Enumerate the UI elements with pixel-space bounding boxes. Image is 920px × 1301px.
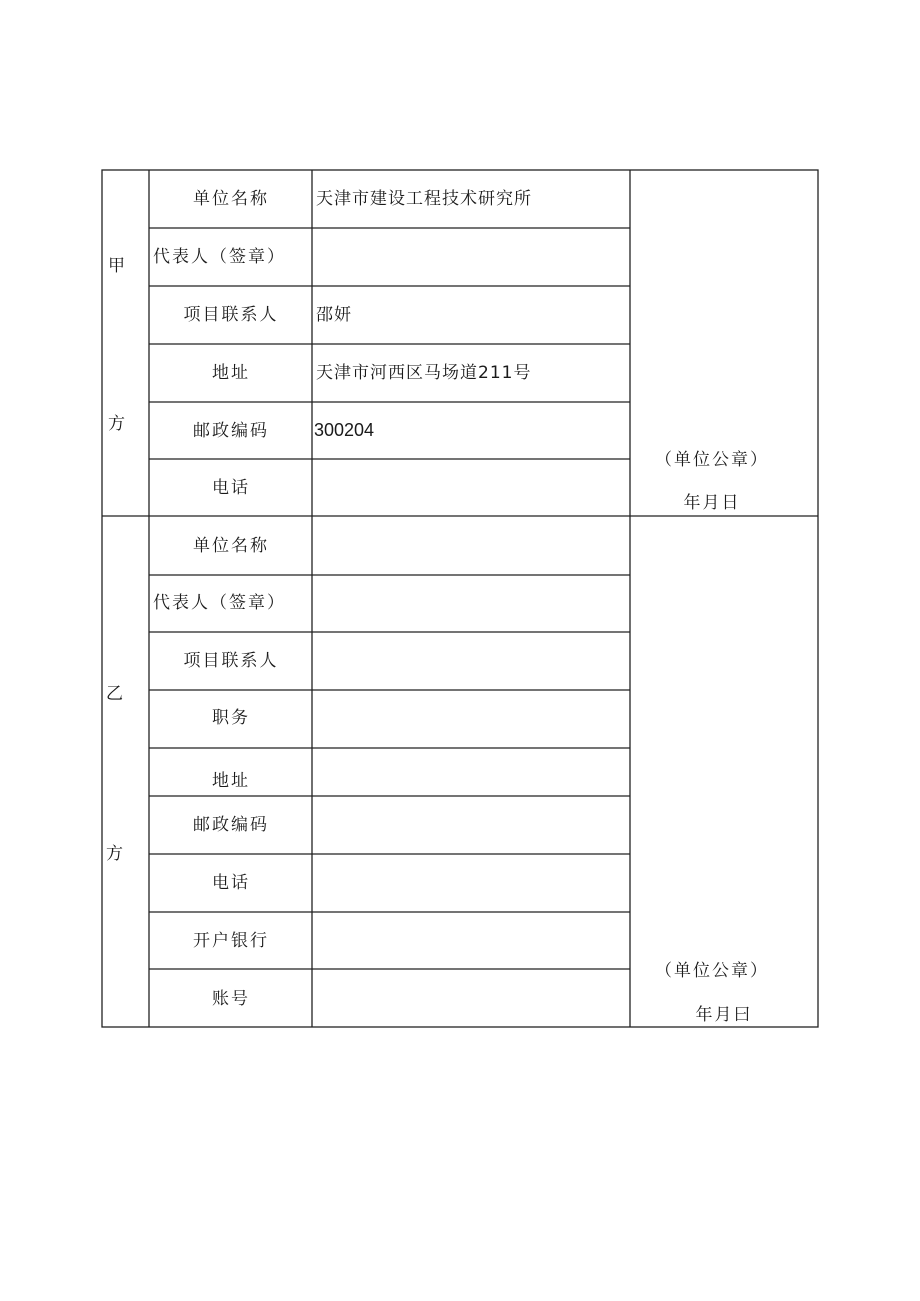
party-b-seal-label: （单位公章） (655, 961, 769, 981)
party-a-label-address: 地址 (212, 363, 250, 383)
party-b-label-bank: 开户银行 (193, 931, 269, 951)
party-a-postcode-value: 300204 (314, 420, 375, 440)
party-a-address-value: 天津市河西区马场道211号 (316, 363, 532, 383)
party-a-unit-name-value: 天津市建设工程技术研究所 (316, 189, 532, 209)
party-a-label-unit-name: 单位名称 (193, 189, 269, 209)
party-b-label-contact: 项目联系人 (183, 651, 279, 671)
party-b-side-char-1: 乙 (106, 684, 125, 704)
party-a-label-postcode: 邮政编码 (193, 421, 269, 441)
party-b-side-char-2: 方 (106, 844, 125, 864)
party-a-contact-value: 邵妍 (316, 305, 352, 325)
party-b-label-account: 账号 (212, 989, 250, 1009)
party-a-label-representative: 代表人（签章） (153, 247, 286, 267)
party-b-label-address: 地址 (212, 771, 250, 791)
party-a-seal-date: 年月日 (683, 493, 741, 513)
party-b-seal-date: 年月曰 (695, 1005, 753, 1025)
party-b-label-position: 职务 (212, 708, 250, 728)
party-b-label-postcode: 邮政编码 (193, 815, 269, 835)
party-a-label-contact: 项目联系人 (183, 305, 279, 325)
party-b-label-unit-name: 单位名称 (193, 536, 269, 556)
party-b-label-phone: 电话 (212, 873, 250, 893)
party-a-side-char-1: 甲 (108, 256, 127, 276)
party-b-label-representative: 代表人（签章） (153, 593, 286, 613)
party-a-label-phone: 电话 (212, 478, 250, 498)
party-a-side-char-2: 方 (108, 414, 127, 434)
party-a-seal-label: （单位公章） (655, 450, 769, 470)
